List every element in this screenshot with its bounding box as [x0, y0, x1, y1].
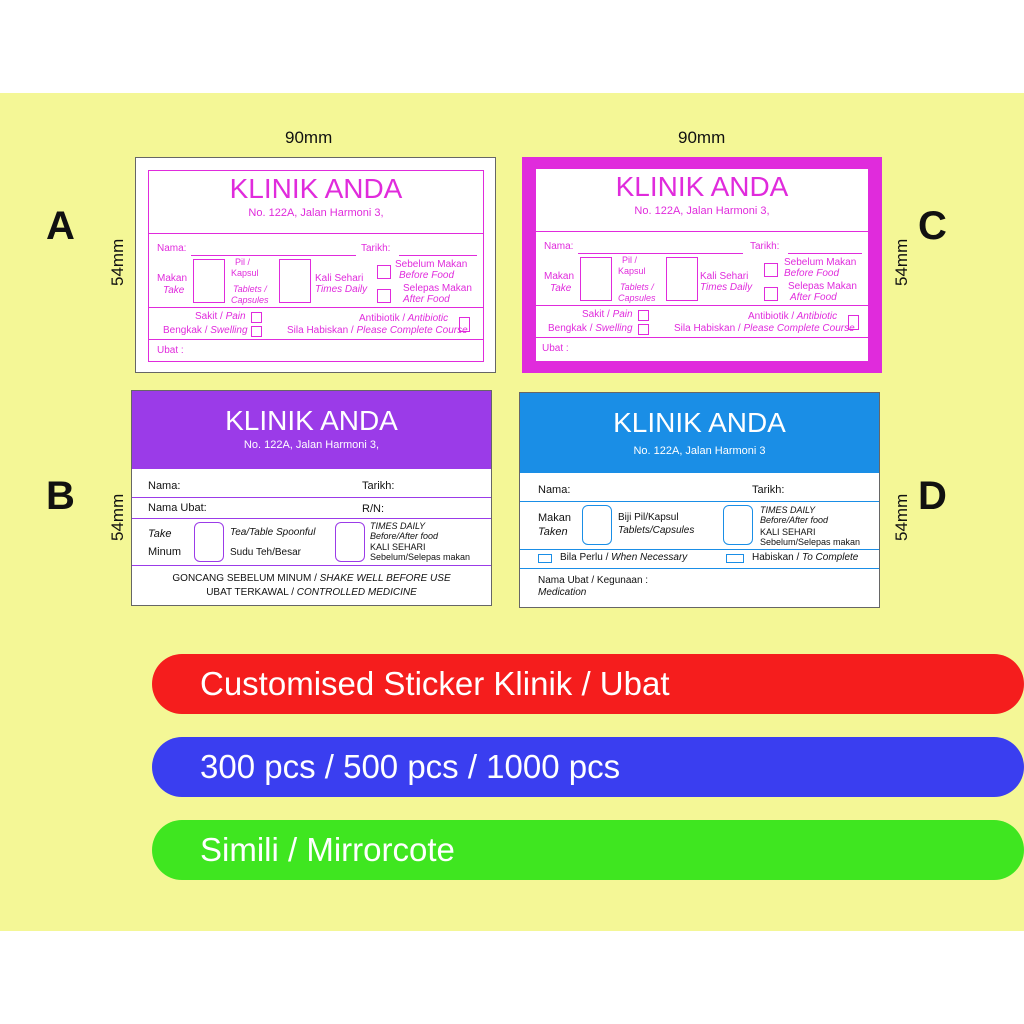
tarikh-line: [399, 255, 477, 256]
sticker-b: [131, 390, 492, 606]
bengkak-swelling-label: Bengkak / Swelling: [163, 325, 248, 336]
times-daily-label: Times Daily: [315, 284, 368, 295]
selepas-makan-label: Selepas Makan: [788, 281, 857, 292]
tablets-label: Tablets /: [620, 282, 654, 292]
divider: [149, 339, 483, 340]
makan-label: Makan: [157, 273, 188, 284]
medication-label: Medication: [538, 587, 587, 598]
taken-label: Taken: [538, 526, 568, 538]
before-food-label: Before Food: [399, 270, 455, 281]
width-label-a: 90mm: [285, 128, 333, 147]
biji-label: Biji Pil/Kapsul: [618, 512, 679, 523]
nama-ubat-label: Nama Ubat:: [148, 502, 207, 514]
nama-label: Nama:: [148, 480, 181, 492]
take-label: Take: [148, 528, 172, 540]
take-label: Take: [163, 285, 185, 296]
clinic-title: KLINIK ANDA: [615, 171, 789, 202]
tablets-capsules-label: Tablets/Capsules: [618, 525, 695, 536]
pain-checkbox[interactable]: [251, 312, 262, 323]
swelling-checkbox[interactable]: [251, 326, 262, 337]
height-label-d: 54mm: [892, 493, 911, 541]
divider: [536, 337, 868, 338]
divider: [132, 518, 491, 519]
nama-label: Nama:: [544, 241, 574, 252]
clinic-address: No. 122A, Jalan Harmoni 3,: [243, 439, 380, 451]
kali-sehari-label: KALI SEHARI: [760, 527, 816, 537]
clinic-title: KLINIK ANDA: [613, 407, 786, 438]
bengkak-swelling-label: Bengkak / Swelling: [548, 323, 633, 334]
minum-label: Minum: [148, 546, 182, 558]
height-label-b: 54mm: [108, 493, 127, 541]
dose-box[interactable]: [194, 522, 224, 562]
sakit-pain-label: Sakit / Pain: [582, 309, 633, 320]
sticker-b-header: [132, 391, 491, 469]
complete-course-label: Sila Habiskan / Please Complete Course: [287, 325, 468, 336]
letter-c: C: [918, 204, 947, 248]
swelling-checkbox[interactable]: [638, 324, 649, 335]
tarikh-label: Tarikh:: [752, 484, 785, 496]
sebelum-makan-label: Sebelum Makan: [395, 259, 468, 270]
kapsul-label: Kapsul: [618, 266, 646, 276]
kali-sehari-label: Kali Sehari: [315, 273, 364, 284]
before-food-checkbox[interactable]: [377, 265, 391, 279]
times-box[interactable]: [279, 259, 311, 303]
pil-label: Pil /: [235, 257, 251, 267]
after-food-label: After Food: [790, 292, 837, 303]
before-after-label: Before/After food: [760, 515, 829, 525]
times-box[interactable]: [335, 522, 365, 562]
sebelum-selepas-label: Sebelum/Selepas makan: [370, 552, 471, 562]
before-food-label: Before Food: [784, 268, 840, 279]
ubat-label: Ubat :: [542, 343, 569, 354]
capsules-label: Capsules: [231, 295, 269, 305]
nama-label: Nama:: [538, 484, 571, 496]
letter-b: B: [46, 474, 75, 518]
sticker-c-frame: [536, 169, 868, 361]
sebelum-selepas-label: Sebelum/Selepas makan: [760, 537, 861, 547]
makan-label: Makan: [538, 512, 572, 524]
when-necessary-label: Bila Perlu / When Necessary: [560, 552, 688, 563]
take-label: Take: [550, 283, 572, 294]
nama-ubat-label: Nama Ubat / Kegunaan :: [538, 575, 649, 586]
complete-course-label: Sila Habiskan / Please Complete Course: [674, 323, 855, 334]
divider: [132, 565, 491, 566]
divider: [536, 231, 868, 232]
antibiotic-label: Antibiotik / Antibiotic: [359, 313, 449, 324]
tarikh-label: Tarikh:: [750, 241, 780, 252]
clinic-title: KLINIK ANDA: [225, 405, 398, 436]
divider: [520, 549, 879, 550]
dose-box[interactable]: [580, 257, 612, 301]
pill-materials: Simili / Mirrorcote: [152, 820, 1024, 880]
tarikh-label: Tarikh:: [362, 480, 395, 492]
clinic-title: KLINIK ANDA: [229, 173, 403, 204]
capsules-label: Capsules: [618, 293, 656, 303]
antibiotic-label: Antibiotik / Antibiotic: [748, 311, 838, 322]
sticker-d-header: [520, 393, 879, 473]
nama-line: [191, 255, 356, 256]
before-food-checkbox[interactable]: [764, 263, 778, 277]
makan-label: Makan: [544, 271, 575, 282]
kapsul-label: Kapsul: [231, 268, 259, 278]
selepas-makan-label: Selepas Makan: [403, 283, 472, 294]
pill-quantities: 300 pcs / 500 pcs / 1000 pcs: [152, 737, 1024, 797]
sticker-a-frame: [148, 170, 484, 362]
letter-a: A: [46, 204, 75, 248]
kali-sehari-label: Kali Sehari: [700, 271, 749, 282]
sudu-label: Sudu Teh/Besar: [230, 547, 301, 558]
clinic-address: No. 122A, Jalan Harmoni 3: [633, 445, 766, 457]
tarikh-line: [788, 253, 862, 254]
sticker-a: [135, 157, 496, 373]
after-food-checkbox[interactable]: [764, 287, 778, 301]
ubat-label: Ubat :: [157, 345, 184, 356]
divider: [520, 501, 879, 502]
sticker-c: [522, 157, 882, 373]
clinic-address: No. 122A, Jalan Harmoni 3,: [248, 207, 384, 219]
after-food-label: After Food: [403, 294, 450, 305]
height-label-c: 54mm: [892, 238, 911, 286]
tarikh-label: Tarikh:: [361, 243, 391, 254]
before-after-label: Before/After food: [370, 531, 439, 541]
divider: [149, 233, 483, 234]
dose-box[interactable]: [193, 259, 225, 303]
sticker-d: [519, 392, 880, 608]
tablets-label: Tablets /: [233, 284, 267, 294]
times-daily-label: TIMES DAILY: [370, 521, 426, 531]
times-box[interactable]: [723, 505, 753, 545]
to-complete-checkbox[interactable]: [726, 554, 744, 563]
when-necessary-checkbox[interactable]: [538, 554, 552, 563]
shake-well-label: GONCANG SEBELUM MINUM / SHAKE WELL BEFORE USE: [172, 573, 451, 584]
divider: [520, 568, 879, 569]
divider: [149, 307, 483, 308]
letter-d: D: [918, 474, 947, 518]
dose-box[interactable]: [582, 505, 612, 545]
times-box[interactable]: [666, 257, 698, 301]
divider: [132, 497, 491, 498]
clinic-address: No. 122A, Jalan Harmoni 3,: [634, 205, 770, 217]
to-complete-label: Habiskan / To Complete: [752, 552, 859, 563]
tea-spoon-label: Tea/Table Spoonful: [230, 527, 316, 538]
pain-checkbox[interactable]: [638, 310, 649, 321]
nama-line: [578, 253, 743, 254]
sakit-pain-label: Sakit / Pain: [195, 311, 246, 322]
kali-sehari-label: KALI SEHARI: [370, 542, 426, 552]
times-daily-label: TIMES DAILY: [760, 505, 816, 515]
width-label-c: 90mm: [678, 128, 726, 147]
controlled-medicine-label: UBAT TERKAWAL / CONTROLLED MEDICINE: [206, 587, 417, 598]
nama-label: Nama:: [157, 243, 187, 254]
height-label-a: 54mm: [108, 238, 127, 286]
divider: [536, 305, 868, 306]
rn-label: R/N:: [362, 503, 384, 515]
sebelum-makan-label: Sebelum Makan: [784, 257, 857, 268]
times-daily-label: Times Daily: [700, 282, 753, 293]
after-food-checkbox[interactable]: [377, 289, 391, 303]
pill-customised-sticker: Customised Sticker Klinik / Ubat: [152, 654, 1024, 714]
pil-label: Pil /: [622, 255, 638, 265]
